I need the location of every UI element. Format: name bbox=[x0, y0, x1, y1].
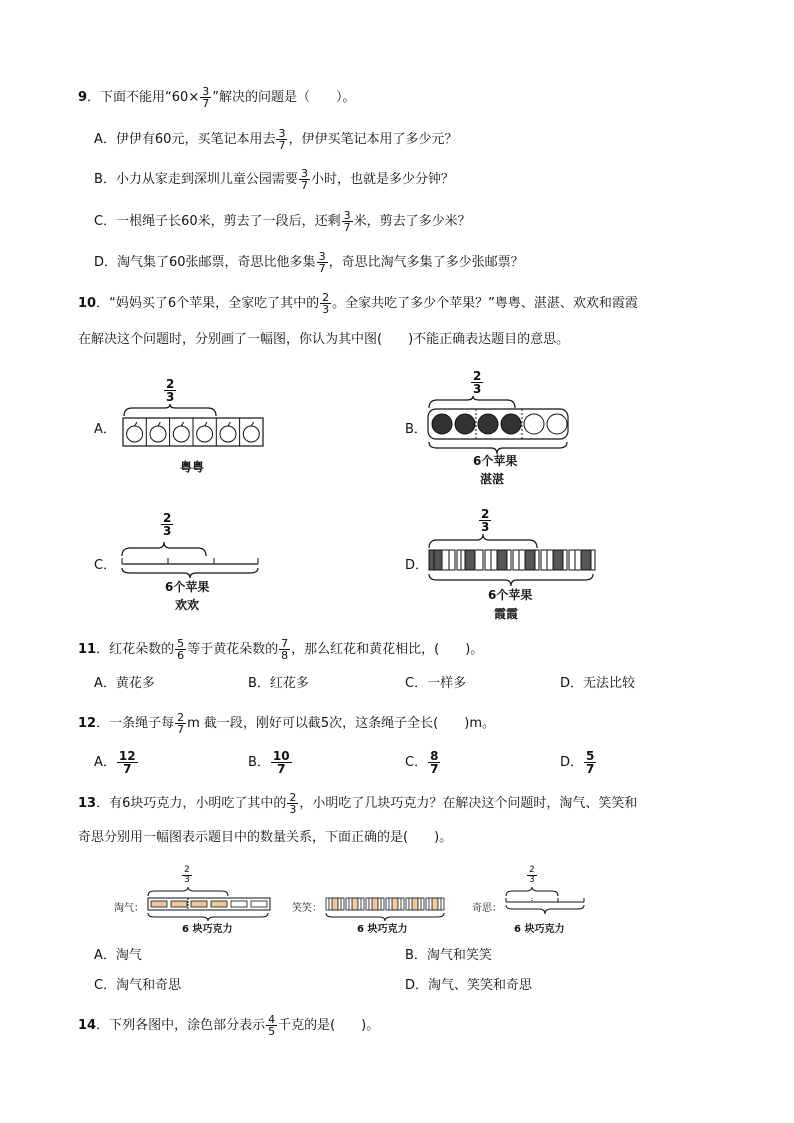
q10-figure-a-caption: 粤粤 bbox=[180, 460, 205, 474]
q12-option-b[interactable]: B． $\frac{10}{7}$ bbox=[248, 749, 290, 776]
q10-figure-c-total: 6个苹果 bbox=[165, 580, 210, 594]
q14-number: 14 bbox=[78, 1018, 97, 1033]
q13-taoqi-fraction: 2 3 bbox=[184, 865, 190, 885]
q10-figure-a-letter[interactable]: A． bbox=[94, 422, 116, 437]
q10-figure-b-diagram bbox=[425, 396, 575, 456]
apple-boxes bbox=[127, 418, 260, 446]
q10-stem-line2: 在解决这个问题时，分别画了一幅图，你认为其中图( )不能正确表达题目的意思。 bbox=[78, 332, 570, 347]
fraction: $\frac{3}{7}$ bbox=[278, 127, 286, 152]
q13-qisi-fraction: 2 3 bbox=[529, 865, 535, 885]
q12-option-c[interactable]: C． $\frac{8}{7}$ bbox=[405, 749, 439, 776]
q10-figure-c-letter[interactable]: C． bbox=[94, 558, 117, 573]
q9-option-c[interactable]: C．一根绳子长60米，剪去了一段后，还剩 $\frac{3}{7}$ 米，剪去了多少米？ bbox=[94, 209, 471, 234]
q10-stem: 10．“妈妈买了6个苹果，全家吃了其中的 $\frac{2}{3}$ 。全家共吃了多少个苹果？”粤粤、湛湛、欢欢和霞霞 bbox=[78, 291, 638, 316]
fraction: $\frac{3}{7}$ bbox=[300, 167, 308, 192]
q13-option-c[interactable]: C．淘气和奇思 bbox=[94, 978, 182, 993]
q9-option-b[interactable]: B．小力从家走到深圳儿童公园需要 $\frac{3}{7}$ 小时，也就是多少分钟？ bbox=[94, 167, 454, 192]
q13-taoqi-name: 淘气： bbox=[114, 903, 144, 914]
fraction: $\frac{2}{7}$ bbox=[177, 711, 185, 736]
q11-option-c[interactable]: C．一样多 bbox=[405, 676, 467, 691]
q11-number: 11 bbox=[78, 642, 97, 657]
q12-option-d[interactable]: D． $\frac{5}{7}$ bbox=[560, 749, 595, 776]
q14-stem: 14．下列各图中，涂色部分表示 $\frac{4}{5}$ 千克的是( )。 bbox=[78, 1013, 380, 1038]
q10-figure-d-caption: 霞霞 bbox=[494, 607, 519, 621]
q10-figure-b-fraction: 2 3 bbox=[473, 369, 482, 396]
q13-option-b[interactable]: B．淘气和笑笑 bbox=[405, 948, 492, 963]
q13-stem-line2: 奇思分别用一幅图表示题目中的数量关系，下面正确的是( )。 bbox=[78, 830, 453, 845]
q12-option-a[interactable]: A． $\frac{12}{7}$ bbox=[94, 749, 136, 776]
q13-stem: 13．有6块巧克力，小明吃了其中的 $\frac{2}{3}$ ，小明吃了几块巧克力？在解决这个问题时，淘气、笑笑和 bbox=[78, 791, 638, 816]
fraction: $\frac{5}{6}$ bbox=[177, 637, 185, 662]
q12-stem: 12．一条绳子每 $\frac{2}{7}$ m 截一段，刚好可以截5次，这条绳子全长( )m。 bbox=[78, 711, 495, 736]
q10-figure-b-caption: 湛湛 bbox=[480, 472, 505, 486]
q10-figure-c-diagram bbox=[118, 540, 268, 580]
q10-figure-a-diagram bbox=[120, 404, 270, 449]
q9-number: 9 bbox=[78, 90, 88, 105]
q10-figure-a-fraction: 2 3 bbox=[166, 377, 175, 404]
q9-stem: 9．下面不能用“60× $\frac{3}{7}$ ”解决的问题是（ ）。 bbox=[78, 85, 356, 110]
q10-figure-b-letter[interactable]: B． bbox=[405, 422, 427, 437]
q10-figure-c-fraction: 2 3 bbox=[163, 511, 172, 538]
q13-taoqi-total: 6 块巧克力 bbox=[182, 924, 233, 935]
q11-option-b[interactable]: B．红花多 bbox=[248, 676, 309, 691]
q13-number: 13 bbox=[78, 796, 97, 811]
q10-figure-b-total: 6个苹果 bbox=[473, 454, 518, 468]
q13-qisi-total: 6 块巧克力 bbox=[514, 924, 565, 935]
q13-option-d[interactable]: D．淘气、笑笑和奇思 bbox=[405, 978, 533, 993]
q11-stem: 11．红花朵数的 $\frac{5}{6}$ 等于黄花朵数的 $\frac{7}{8}$ ，那么红花和黄花相比，( )。 bbox=[78, 637, 484, 662]
q9-option-a[interactable]: A．伊伊有60元，买笔记本用去 $\frac{3}{7}$ ，伊伊买笔记本用了多少元？ bbox=[94, 127, 458, 152]
fraction: $\frac{3}{7}$ bbox=[343, 209, 351, 234]
q13-qisi-name: 奇思： bbox=[472, 903, 502, 914]
q13-option-a[interactable]: A．淘气 bbox=[94, 948, 142, 963]
fraction: $\frac{3}{7}$ bbox=[202, 85, 210, 110]
q12-number: 12 bbox=[78, 716, 97, 731]
q11-option-a[interactable]: A．黄花多 bbox=[94, 676, 155, 691]
q9-option-d[interactable]: D．淘气集了60张邮票，奇思比他多集 $\frac{3}{7}$ ，奇思比淘气多集了多少张邮票？ bbox=[94, 250, 524, 275]
fraction: $\frac{4}{5}$ bbox=[268, 1013, 276, 1038]
q10-figure-d-diagram bbox=[425, 534, 600, 594]
q10-figure-d-fraction: 2 3 bbox=[481, 507, 490, 534]
q13-xiaoxiao-total: 6 块巧克力 bbox=[357, 924, 408, 935]
fraction: $\frac{3}{7}$ bbox=[318, 250, 326, 275]
q10-figure-d-total: 6个苹果 bbox=[488, 588, 533, 602]
q10-figure-c-caption: 欢欢 bbox=[175, 598, 200, 612]
fraction: $\frac{2}{3}$ bbox=[289, 791, 297, 816]
q10-figure-d-letter[interactable]: D． bbox=[405, 558, 429, 573]
fraction: $\frac{7}{8}$ bbox=[281, 637, 289, 662]
q13-xiaoxiao-name: 笑笑： bbox=[292, 903, 322, 914]
q11-option-d[interactable]: D．无法比较 bbox=[560, 676, 636, 691]
fraction: $\frac{2}{3}$ bbox=[322, 291, 330, 316]
q10-number: 10 bbox=[78, 296, 97, 311]
